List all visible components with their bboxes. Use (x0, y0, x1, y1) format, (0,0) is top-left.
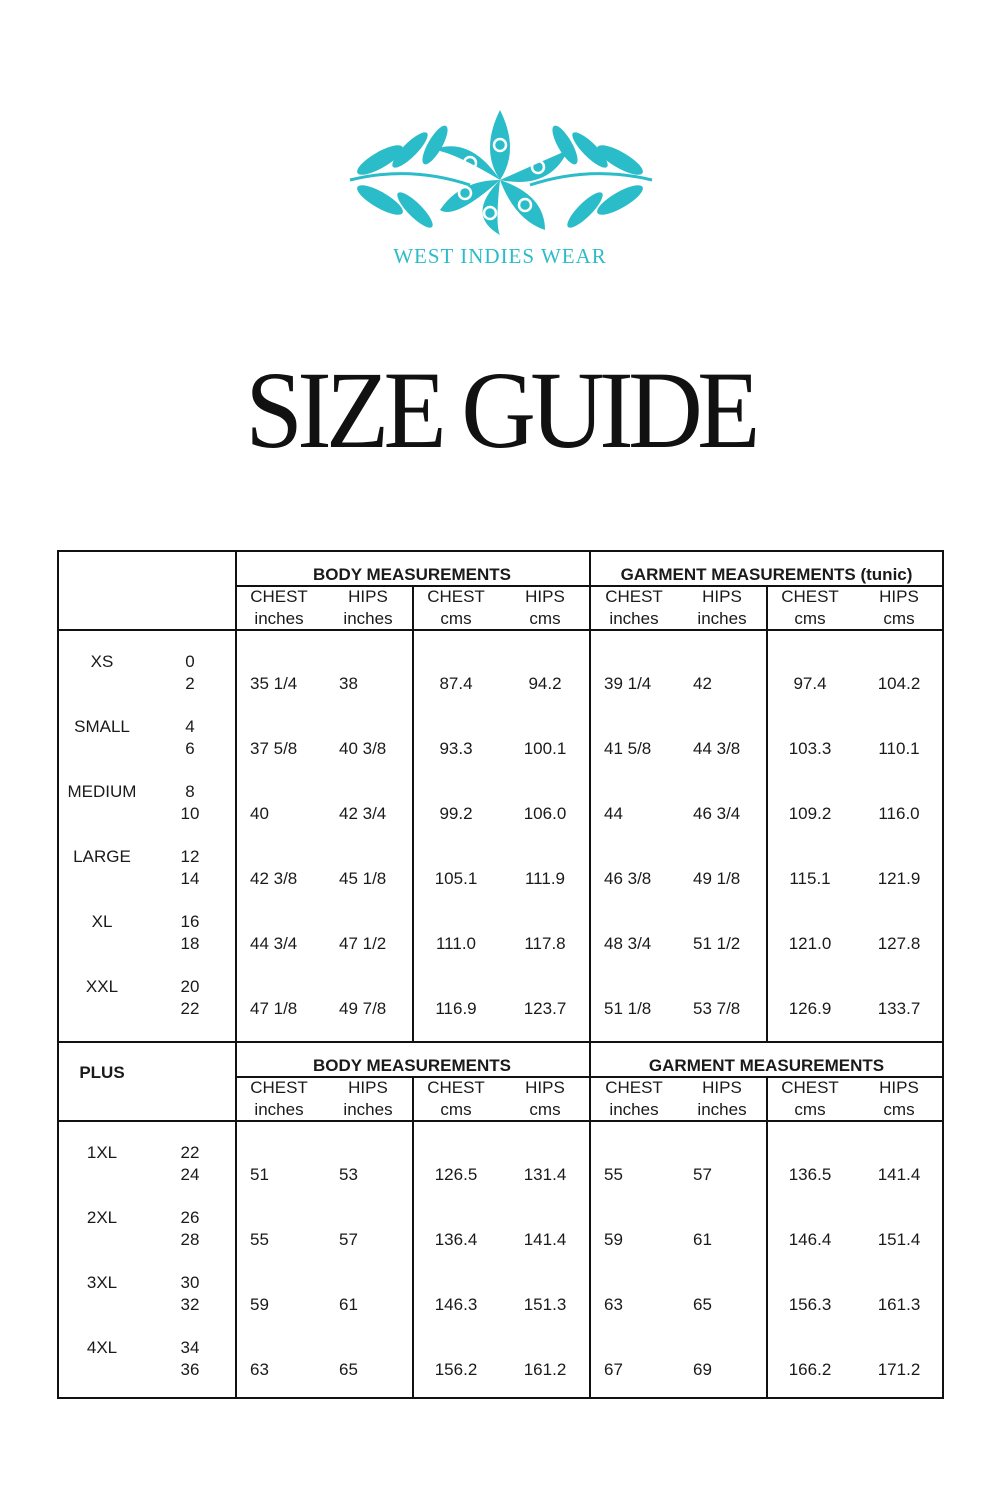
size-number: 12 (180, 847, 200, 866)
size-number: 10 (180, 804, 200, 823)
size-number: 24 (180, 1165, 200, 1184)
column-header-unit: inches (254, 609, 304, 628)
measurement-value: 146.3 (434, 1295, 478, 1314)
measurement-value: 87.4 (439, 674, 473, 693)
size-number: 34 (180, 1338, 200, 1357)
size-label: MEDIUM (67, 782, 137, 801)
column-header-unit: inches (697, 1100, 747, 1119)
measurement-value: 37 5/8 (250, 739, 298, 758)
section-divider (57, 1041, 944, 1043)
column-header: HIPS (702, 587, 742, 606)
measurement-value: 166.2 (788, 1360, 832, 1379)
measurement-value: 55 (250, 1230, 269, 1249)
column-header-unit: inches (697, 609, 747, 628)
measurement-value: 35 1/4 (250, 674, 298, 693)
measurement-value: 59 (250, 1295, 269, 1314)
measurement-value: 151.4 (877, 1230, 921, 1249)
size-number: 4 (185, 717, 195, 736)
measurement-value: 99.2 (439, 804, 473, 823)
column-header-unit: inches (609, 609, 659, 628)
measurement-value: 141.4 (877, 1165, 921, 1184)
measurement-value: 51 1/2 (693, 934, 741, 953)
column-header: HIPS (525, 1078, 565, 1097)
measurement-value: 94.2 (528, 674, 562, 693)
measurement-value: 131.4 (523, 1165, 567, 1184)
measurement-value: 44 3/8 (693, 739, 741, 758)
size-number: 6 (185, 739, 195, 758)
table-border-top (57, 550, 944, 552)
measurement-value: 53 (339, 1165, 358, 1184)
column-header-unit: inches (343, 609, 393, 628)
column-header: CHEST (427, 1078, 485, 1097)
measurement-value: 136.5 (788, 1165, 832, 1184)
measurement-value: 151.3 (523, 1295, 567, 1314)
size-label: 4XL (86, 1338, 118, 1357)
measurement-value: 121.9 (877, 869, 921, 888)
column-header-unit: cms (883, 1100, 915, 1119)
table-border-right (942, 550, 944, 1399)
measurement-value: 111.0 (435, 934, 477, 953)
measurement-value: 40 3/8 (339, 739, 387, 758)
measurement-value: 126.9 (788, 999, 832, 1018)
size-label: 2XL (86, 1208, 118, 1227)
measurement-value: 127.8 (877, 934, 921, 953)
column-divider (235, 550, 237, 1041)
measurement-value: 63 (250, 1360, 269, 1379)
size-number: 14 (180, 869, 200, 888)
measurement-value: 38 (339, 674, 358, 693)
measurement-value: 49 7/8 (339, 999, 387, 1018)
size-number: 30 (180, 1273, 200, 1292)
column-header-unit: cms (883, 609, 915, 628)
column-header-unit: cms (529, 609, 561, 628)
measurement-value: 65 (693, 1295, 712, 1314)
size-number: 36 (180, 1360, 200, 1379)
measurement-value: 55 (604, 1165, 623, 1184)
column-header: HIPS (348, 1078, 388, 1097)
size-guide-table (57, 550, 944, 1399)
measurement-value: 47 1/8 (250, 999, 298, 1018)
measurement-value: 133.7 (877, 999, 921, 1018)
group-title: GARMENT MEASUREMENTS (tunic) (620, 565, 913, 584)
column-divider (412, 1076, 414, 1399)
column-header: CHEST (250, 1078, 308, 1097)
measurement-value: 97.4 (793, 674, 827, 693)
measurement-value: 51 (250, 1165, 269, 1184)
column-header-unit: inches (609, 1100, 659, 1119)
size-label: 1XL (86, 1143, 118, 1162)
measurement-value: 161.3 (877, 1295, 921, 1314)
measurement-value: 100.1 (523, 739, 567, 758)
table-border-bottom (57, 1397, 944, 1399)
measurement-value: 61 (339, 1295, 358, 1314)
group-title: BODY MEASUREMENTS (312, 1056, 512, 1075)
column-header: CHEST (250, 587, 308, 606)
measurement-value: 44 (604, 804, 623, 823)
measurement-value: 46 3/8 (604, 869, 652, 888)
column-header-unit: cms (440, 1100, 472, 1119)
measurement-value: 57 (693, 1165, 712, 1184)
column-header: HIPS (702, 1078, 742, 1097)
column-header: CHEST (427, 587, 485, 606)
column-divider (589, 1041, 591, 1399)
measurement-value: 117.8 (524, 934, 566, 953)
measurement-value: 156.2 (434, 1360, 478, 1379)
measurement-value: 61 (693, 1230, 712, 1249)
measurement-value: 45 1/8 (339, 869, 387, 888)
column-header-unit: cms (529, 1100, 561, 1119)
section-label: PLUS (79, 1063, 125, 1082)
measurement-value: 115.1 (789, 869, 831, 888)
size-label: XL (91, 912, 113, 931)
measurement-value: 40 (250, 804, 269, 823)
measurement-value: 104.2 (877, 674, 921, 693)
column-header-unit: cms (440, 609, 472, 628)
measurement-value: 59 (604, 1230, 623, 1249)
measurement-value: 109.2 (788, 804, 832, 823)
measurement-value: 110.1 (878, 739, 920, 758)
size-label: XXL (85, 977, 119, 996)
measurement-value: 156.3 (788, 1295, 832, 1314)
measurement-value: 53 7/8 (693, 999, 741, 1018)
column-divider (766, 585, 768, 1041)
measurement-value: 105.1 (434, 869, 478, 888)
column-header-unit: cms (794, 1100, 826, 1119)
measurement-value: 57 (339, 1230, 358, 1249)
table-border-left (57, 550, 59, 1399)
column-divider (766, 1076, 768, 1399)
measurement-value: 42 3/4 (339, 804, 387, 823)
size-number: 22 (180, 999, 200, 1018)
column-divider (589, 550, 591, 1041)
measurement-value: 93.3 (439, 739, 473, 758)
size-number: 16 (180, 912, 200, 931)
measurement-value: 116.9 (435, 999, 477, 1018)
measurement-value: 49 1/8 (693, 869, 741, 888)
size-label: LARGE (73, 847, 131, 866)
size-number: 22 (180, 1143, 200, 1162)
measurement-value: 103.3 (788, 739, 832, 758)
measurement-value: 47 1/2 (339, 934, 387, 953)
measurement-value: 123.7 (523, 999, 567, 1018)
column-header-unit: inches (254, 1100, 304, 1119)
measurement-value: 171.2 (877, 1360, 921, 1379)
size-number: 0 (185, 652, 195, 671)
measurement-value: 161.2 (523, 1360, 567, 1379)
measurement-value: 41 5/8 (604, 739, 652, 758)
page-title: SIZE GUIDE (245, 349, 755, 471)
measurement-value: 48 3/4 (604, 934, 652, 953)
group-title: BODY MEASUREMENTS (312, 565, 512, 584)
measurement-value: 136.4 (434, 1230, 478, 1249)
size-label: SMALL (74, 717, 130, 736)
measurement-value: 65 (339, 1360, 358, 1379)
column-header: CHEST (781, 587, 839, 606)
column-header: HIPS (525, 587, 565, 606)
measurement-value: 121.0 (788, 934, 832, 953)
column-divider (235, 1041, 237, 1399)
measurement-value: 63 (604, 1295, 623, 1314)
measurement-value: 106.0 (523, 804, 567, 823)
measurement-value: 46 3/4 (693, 804, 741, 823)
size-number: 26 (180, 1208, 200, 1227)
size-label: XS (90, 652, 114, 671)
group-title: GARMENT MEASUREMENTS (648, 1056, 885, 1075)
column-header: CHEST (781, 1078, 839, 1097)
measurement-value: 146.4 (788, 1230, 832, 1249)
measurement-value: 69 (693, 1360, 712, 1379)
column-header: HIPS (879, 587, 919, 606)
measurement-value: 116.0 (878, 804, 920, 823)
size-number: 28 (180, 1230, 200, 1249)
size-number: 20 (180, 977, 200, 996)
measurement-value: 44 3/4 (250, 934, 298, 953)
measurement-value: 42 (693, 674, 712, 693)
measurement-value: 42 3/8 (250, 869, 298, 888)
measurement-value: 141.4 (523, 1230, 567, 1249)
measurement-value: 126.5 (434, 1165, 478, 1184)
measurement-value: 51 1/8 (604, 999, 652, 1018)
brand-name: WEST INDIES WEAR (393, 244, 607, 268)
measurement-value: 67 (604, 1360, 623, 1379)
column-header: CHEST (605, 587, 663, 606)
size-number: 18 (180, 934, 200, 953)
column-divider (412, 585, 414, 1041)
measurement-value: 111.9 (524, 869, 566, 888)
measurement-value: 39 1/4 (604, 674, 652, 693)
column-header: HIPS (879, 1078, 919, 1097)
column-header-unit: cms (794, 609, 826, 628)
column-header-unit: inches (343, 1100, 393, 1119)
size-number: 8 (185, 782, 195, 801)
size-label: 3XL (86, 1273, 118, 1292)
size-number: 2 (185, 674, 195, 693)
column-header: HIPS (348, 587, 388, 606)
column-header: CHEST (605, 1078, 663, 1097)
size-number: 32 (180, 1295, 200, 1314)
